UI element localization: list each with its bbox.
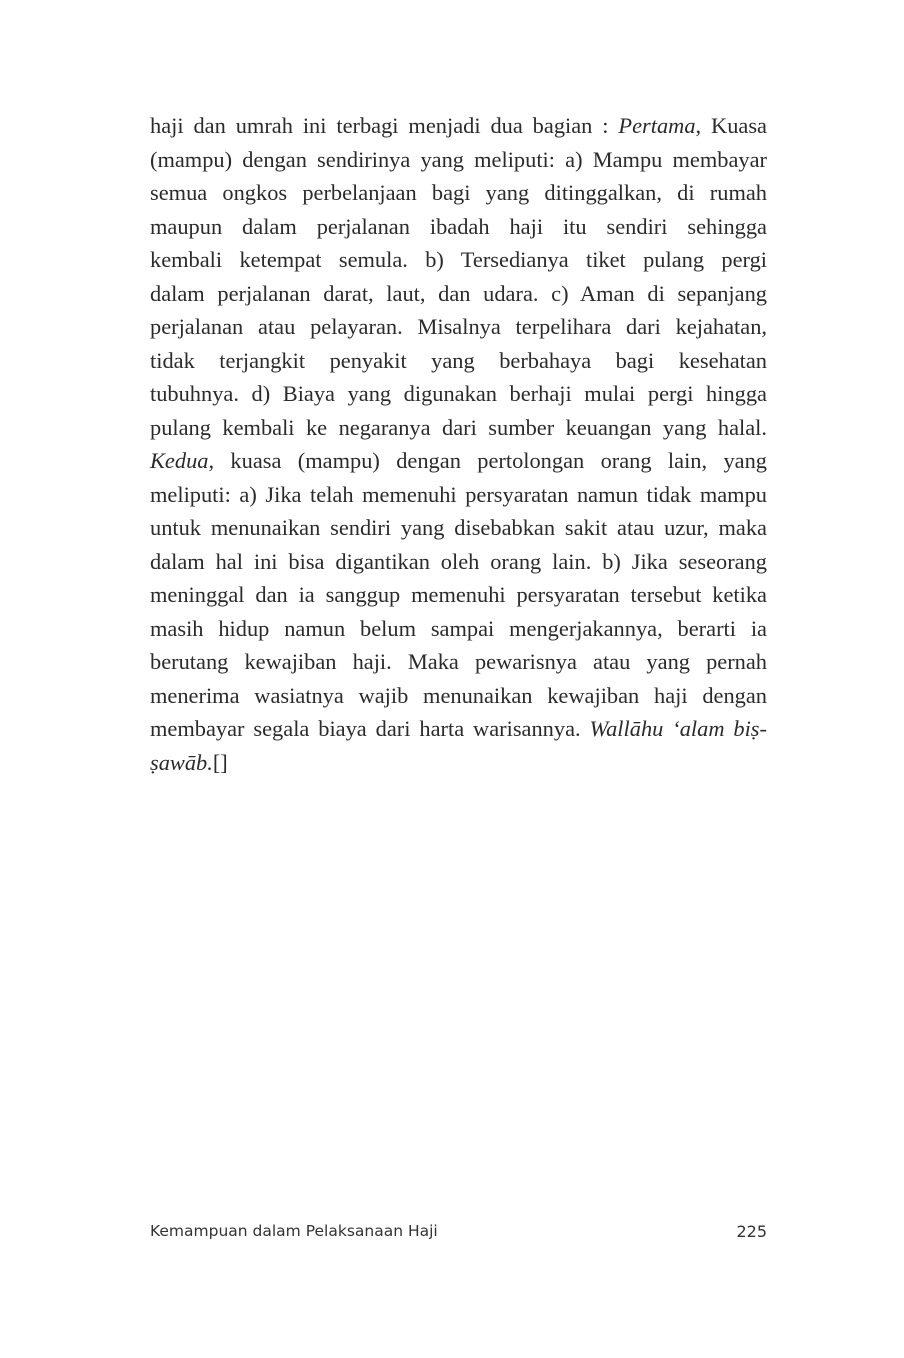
- text-segment: tidak terjangkit penyakit yang berbahaya bagi kesehatan: [150, 347, 767, 373]
- text-line: [150, 143, 767, 177]
- text-segment: membayar segala biaya dari harta warisannya.: [150, 716, 590, 741]
- text-line: [150, 645, 767, 679]
- end-mark: []: [212, 749, 228, 775]
- body-paragraph: [150, 109, 767, 779]
- text-segment: dalam perjalanan darat, laut, dan udara. c) Aman di sepanjang: [150, 280, 767, 306]
- italic-closing-phrase: Wallāhu ‘alam biṣ-: [589, 716, 767, 741]
- text-segment: semua ongkos perbelanjaan bagi yang ditinggalkan, di rumah: [150, 180, 767, 205]
- text-line: [150, 679, 767, 713]
- text-segment: kembali ketempat semula. b) Tersedianya tiket pulang pergi: [150, 247, 767, 272]
- text-line: [150, 746, 767, 780]
- text-segment: meliputi: a) Jika telah memenuhi persyaratan namun tidak mampu: [150, 481, 767, 507]
- text-line: [150, 478, 767, 512]
- text-line: [150, 210, 767, 244]
- text-segment: perjalanan atau pelayaran. Misalnya terpelihara dari kejahatan,: [150, 314, 767, 339]
- italic-term-pertama: Pertama: [618, 113, 696, 138]
- text-line: [150, 344, 767, 378]
- text-line: [150, 109, 767, 143]
- text-line: [150, 444, 767, 478]
- text-line: [150, 712, 767, 746]
- text-segment: tubuhnya. d) Biaya yang digunakan berhaji mulai pergi hingga: [150, 381, 767, 406]
- text-line: [150, 310, 767, 344]
- text-segment: , Kuasa: [695, 113, 767, 138]
- text-line: [150, 243, 767, 277]
- text-line: [150, 176, 767, 210]
- running-footer-title: Kemampuan dalam Pelaksanaan Haji: [150, 1222, 438, 1240]
- text-segment: maupun dalam perjalanan ibadah haji itu sendiri sehingga: [150, 213, 767, 239]
- text-line: [150, 545, 767, 579]
- text-line: [150, 612, 767, 646]
- italic-term-kedua: Kedua: [150, 448, 209, 473]
- text-segment: masih hidup namun belum sampai mengerjakannya, berarti ia: [150, 615, 767, 641]
- italic-closing-phrase: ṣawāb.: [150, 749, 213, 775]
- page-footer: [150, 1222, 767, 1248]
- text-line: [150, 578, 767, 612]
- text-segment: , kuasa (mampu) dengan pertolongan orang lain, yang: [208, 448, 767, 473]
- text-segment: (mampu) dengan sendirinya yang meliputi: a) Mampu membayar: [150, 146, 767, 172]
- text-segment: menerima wasiatnya wajib menunaikan kewajiban haji dengan: [150, 682, 767, 708]
- text-line: [150, 377, 767, 411]
- text-line: [150, 411, 767, 445]
- text-segment: meninggal dan ia sanggup memenuhi persyaratan tersebut ketika: [150, 582, 767, 607]
- page-number: 225: [736, 1222, 767, 1241]
- text-segment: berutang kewajiban haji. Maka pewarisnya atau yang pernah: [150, 649, 767, 674]
- text-segment: untuk menunaikan sendiri yang disebabkan sakit atau uzur, maka: [150, 515, 767, 540]
- text-segment: dalam hal ini bisa digantikan oleh orang lain. b) Jika seseorang: [150, 548, 767, 574]
- text-line: [150, 277, 767, 311]
- text-line: [150, 511, 767, 545]
- text-segment: pulang kembali ke negaranya dari sumber keuangan yang halal.: [150, 414, 767, 440]
- text-segment: haji dan umrah ini terbagi menjadi dua bagian :: [150, 113, 619, 138]
